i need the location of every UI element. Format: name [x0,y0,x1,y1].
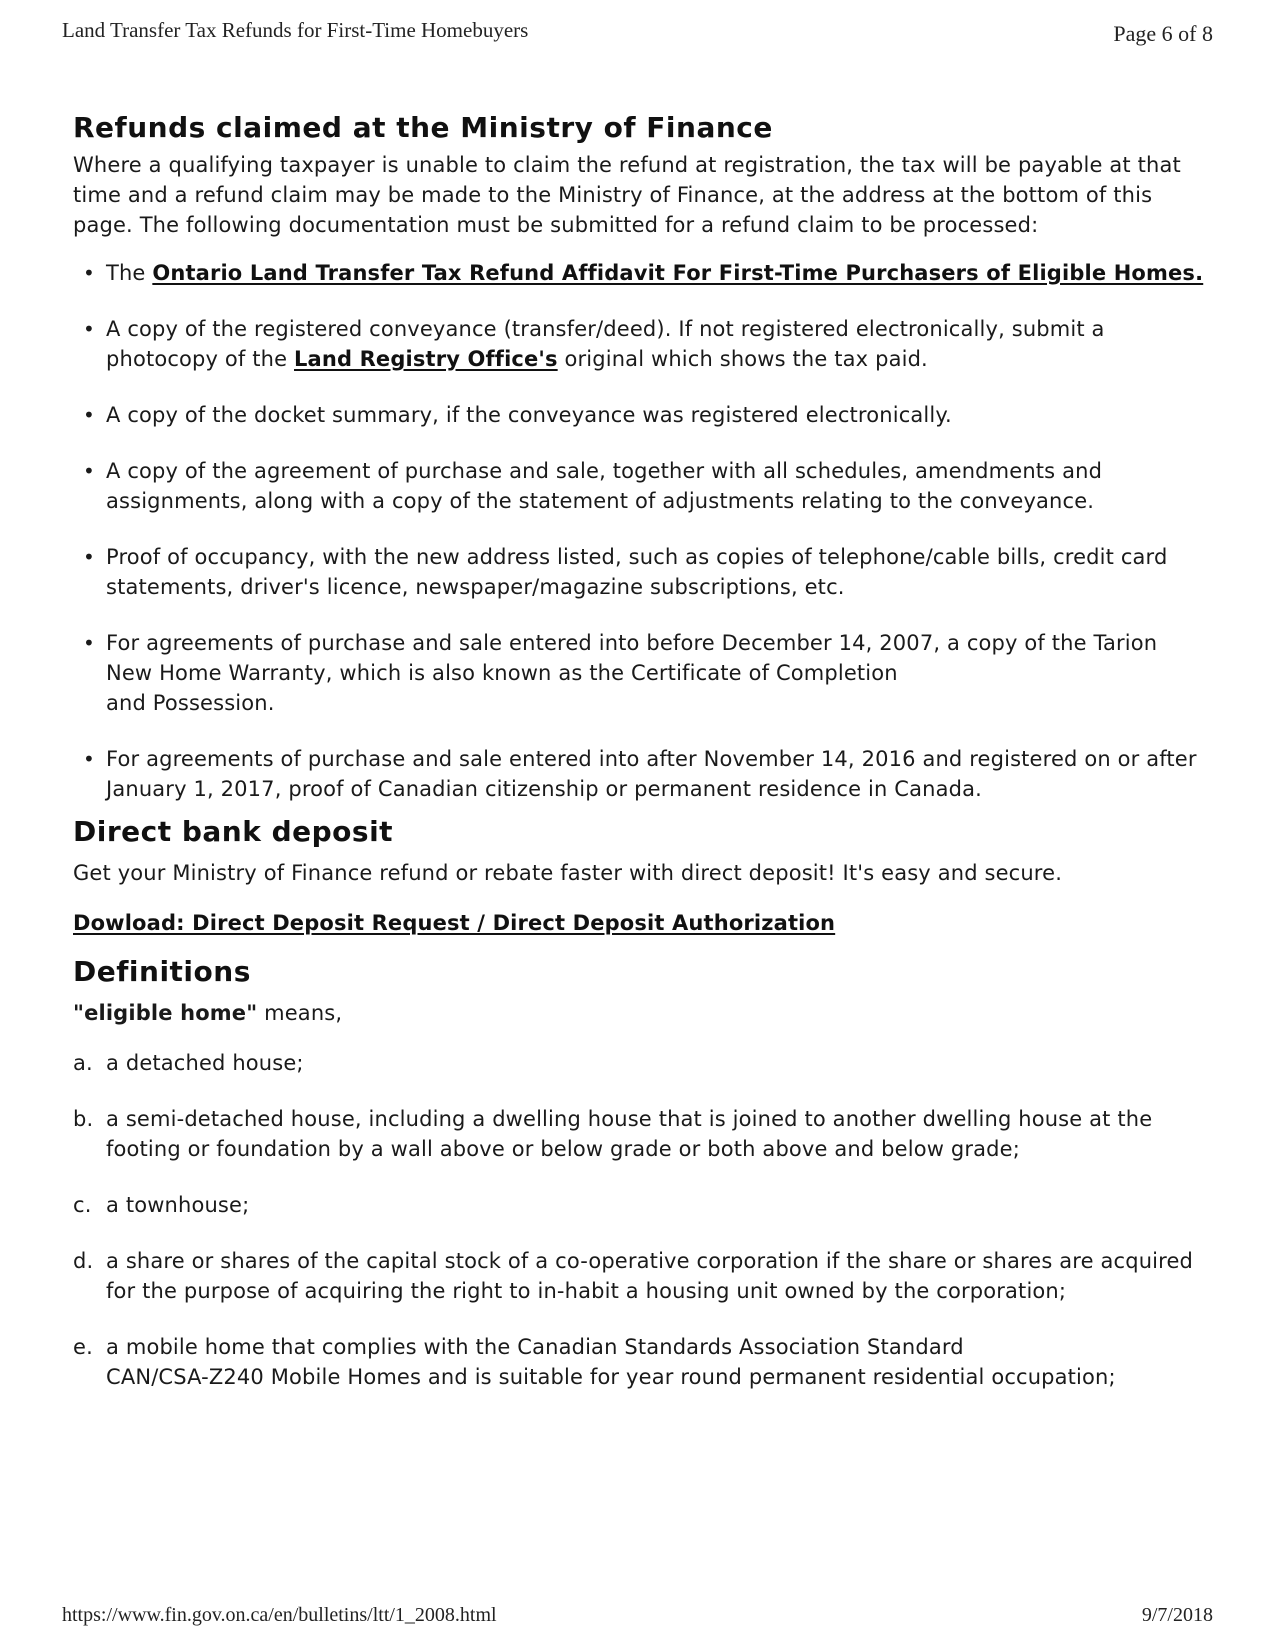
bullet-icon: • [83,261,95,285]
direct-deposit-text: Get your Ministry of Finance refund or rebate faster with direct deposit! It's easy and secure. [73,861,1063,885]
list-item [73,456,1208,516]
print-date: 9/7/2018 [1141,1604,1213,1626]
page-number: Page 6 of 8 [1113,21,1213,46]
defined-term: "eligible home" [73,1001,258,1025]
list-item [73,1332,1208,1392]
list-item-text: CAN/CSA-Z240 Mobile Homes and is suitable for year round permanent residential occupation; [106,1365,1116,1389]
list-marker: e. [73,1335,93,1359]
document-title: Land Transfer Tax Refunds for First-Time Homebuyers [62,18,529,42]
list-item [73,258,1208,288]
section-ministry-refunds [73,108,1208,804]
direct-deposit-download-link[interactable]: Dowload: Direct Deposit Request / Direct Deposit Authorization [73,911,836,935]
definition-list [73,1048,1208,1392]
list-item-text: a mobile home that complies with the Canadian Standards Association Standard [106,1335,964,1359]
bullet-icon: • [83,317,95,341]
list-item-text: a detached house; [106,1051,304,1075]
list-item [73,400,1208,430]
list-item-text: a semi-detached house, including a dwelling house that is joined to another dwelling house at the footing or foundation by a wall above or below grade or both above and below grade; [106,1107,1153,1161]
heading-ministry-refunds: Refunds claimed at the Ministry of Finance [73,111,773,144]
bullet-icon: • [83,631,95,655]
list-item-text: The [106,261,153,285]
list-item-text: For agreements of purchase and sale entered into after November 14, 2016 and registered on or after January 1, 2017, proof of Canadian citizenship or permanent residence in Canada. [106,747,1197,801]
list-item [73,542,1208,602]
list-item-text: Proof of occupancy, with the new address listed, such as copies of telephone/cable bills, credit card statements, driver's licence, newspaper/magazine subscriptions, etc. [106,545,1168,599]
list-item [73,1048,1208,1078]
bullet-icon: • [83,459,95,483]
list-item [73,1246,1208,1306]
land-registry-office-link[interactable]: Land Registry Office's [294,347,558,371]
print-header [62,18,1213,54]
list-marker: d. [73,1249,94,1273]
section-definitions [73,952,1208,1392]
list-item-text: and Possession. [106,691,275,715]
list-item [73,744,1208,804]
list-item-text: A copy of the registered conveyance (transfer/deed). If not registered electronically, submit a photocopy of the [106,317,1105,371]
print-footer [62,1604,1213,1634]
affidavit-link[interactable]: Ontario Land Transfer Tax Refund Affidavit For First-Time Purchasers of Eligible Homes. [152,261,1204,285]
definition-intro-text: means, [257,1001,343,1025]
list-item-text: For agreements of purchase and sale entered into before December 14, 2007, a copy of the Tarion New Home Warranty, which is also known as the Certificate of Completion [106,631,1158,685]
list-item [73,628,1208,718]
list-marker: a. [73,1051,93,1075]
list-item-text: A copy of the docket summary, if the conveyance was registered electronically. [106,403,952,427]
documentation-list [73,258,1208,804]
ministry-intro-paragraph: Where a qualifying taxpayer is unable to claim the refund at registration, the tax will be payable at that time and a refund claim may be made to the Ministry of Finance, at the address at the bottom of this page. The following documentation must be submitted for a refund claim to be processed: [73,153,1181,237]
bullet-icon: • [83,403,95,427]
list-item-text: a townhouse; [106,1193,250,1217]
list-item-text: A copy of the agreement of purchase and sale, together with all schedules, amendments and assignments, along with a copy of the statement of adjustments relating to the conveyance. [106,459,1103,513]
section-direct-deposit [73,812,1208,938]
heading-definitions: Definitions [73,955,251,988]
list-marker: c. [73,1193,92,1217]
download-row [73,908,1208,938]
bullet-icon: • [83,747,95,771]
page-content [73,108,1208,1392]
bullet-icon: • [83,545,95,569]
heading-direct-deposit: Direct bank deposit [73,815,394,848]
list-item-text: a share or shares of the capital stock of a co-operative corporation if the share or shares are acquired for the purpose of acquiring the right to in-habit a housing unit owned by the corporation; [106,1249,1194,1303]
list-item [73,1104,1208,1164]
list-item-text: original which shows the tax paid. [557,347,928,371]
definition-intro [73,998,1208,1028]
list-item [73,1190,1208,1220]
page-url: https://www.fin.gov.on.ca/en/bulletins/ltt/1_2008.html [62,1604,497,1626]
list-item [73,314,1208,374]
list-marker: b. [73,1107,94,1131]
